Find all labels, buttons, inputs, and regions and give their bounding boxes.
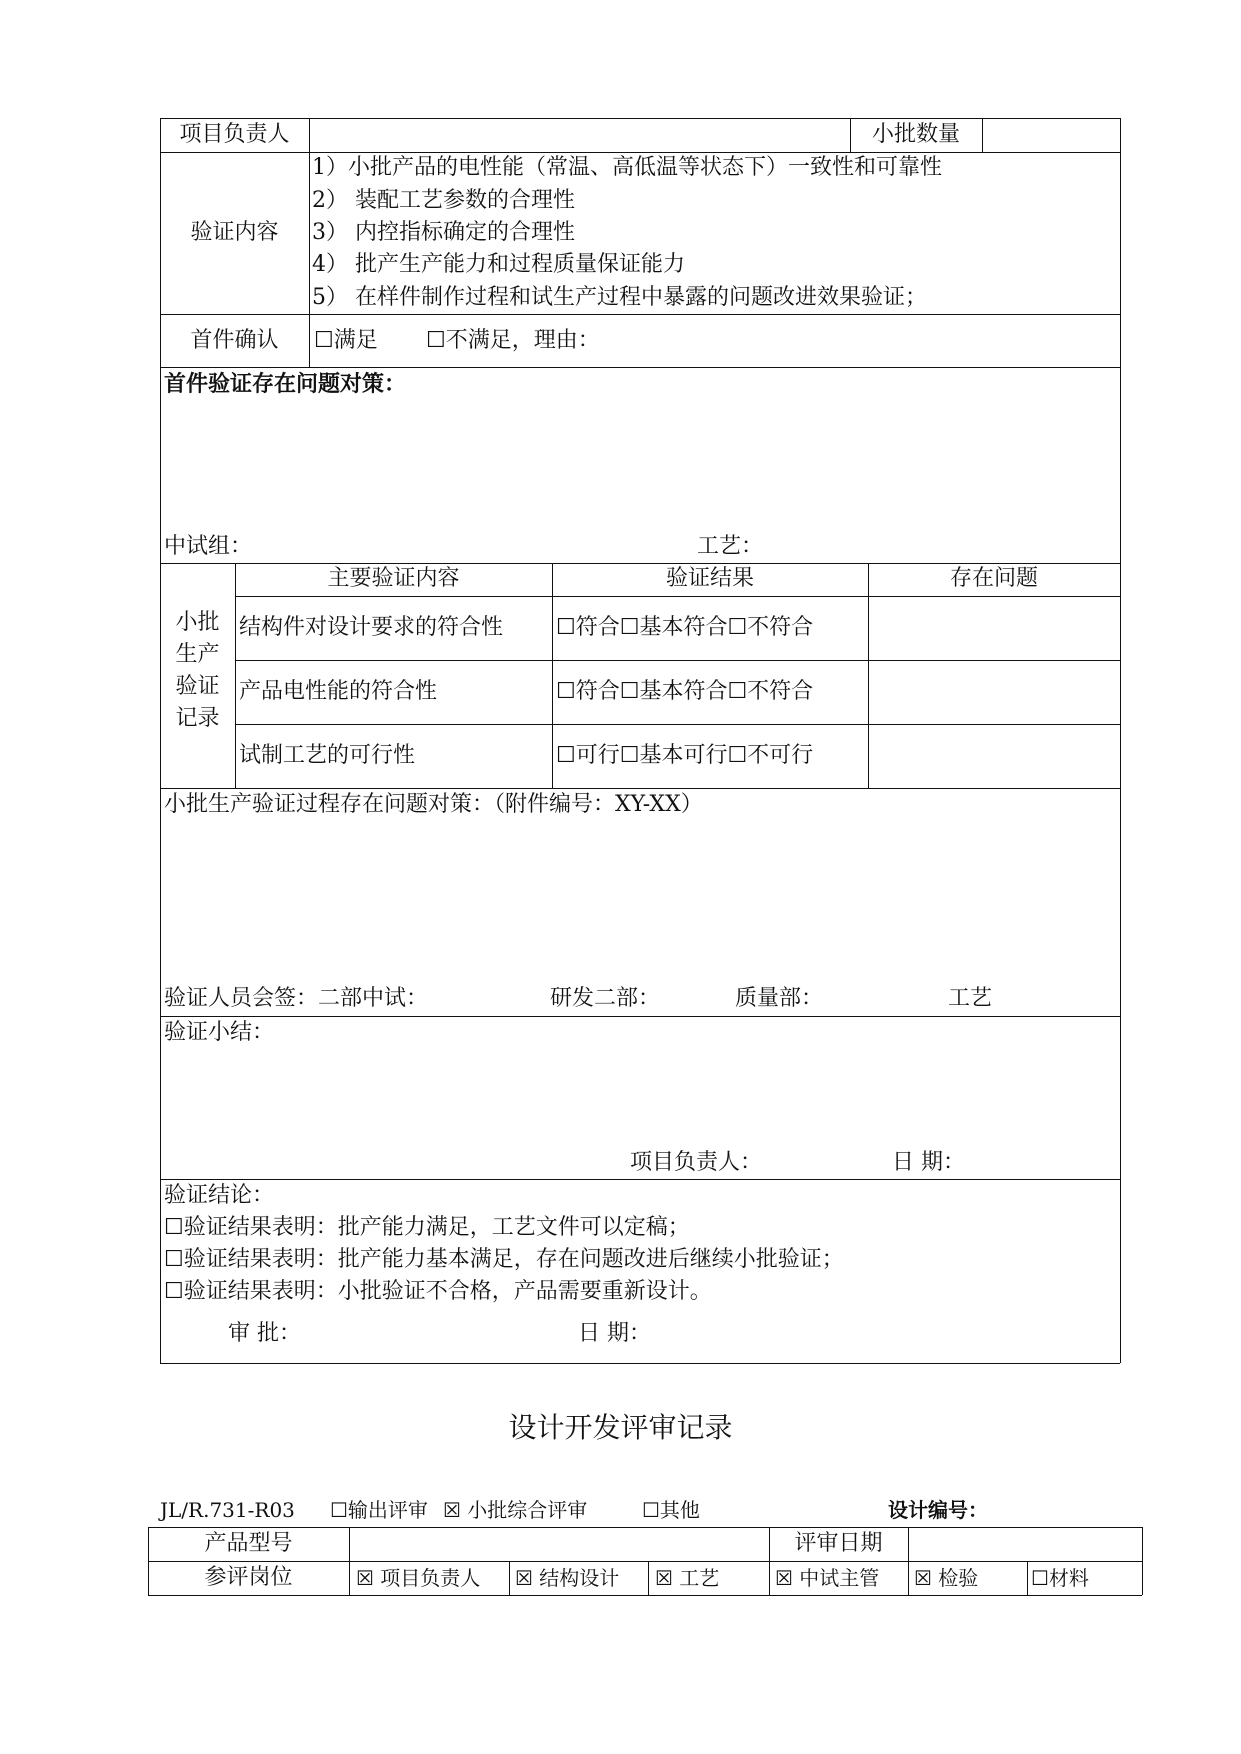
position-checkbox[interactable]: ☒ 结构设计 [515, 1566, 620, 1590]
conclusion-title: 验证结论： [164, 1183, 275, 1208]
column-header: 存在问题 [949, 566, 1038, 591]
output-review-checkbox[interactable]: ☐输出评审 [330, 1498, 428, 1522]
approve-date: 日 期： [578, 1321, 651, 1346]
batch-review-checkbox[interactable]: ☒ 小批综合评审 [443, 1498, 588, 1522]
summary-date: 日 期： [892, 1150, 965, 1175]
review-date-field[interactable] [911, 1530, 1139, 1558]
review-date-label: 评审日期 [794, 1531, 883, 1556]
position-checkbox[interactable]: ☒ 项目负责人 [356, 1566, 481, 1590]
process-sign: 工艺： [697, 534, 764, 559]
conclusion-option[interactable]: ☐验证结果表明：批产能力基本满足，存在问题改进后继续小批验证； [164, 1247, 844, 1272]
countermeasure-title: 首件验证存在问题对策： [164, 371, 407, 397]
rule [1142, 1527, 1143, 1595]
design-no-label: 设计编号： [888, 1498, 988, 1522]
summary-title: 验证小结： [164, 1020, 275, 1045]
batch-record-side-label: 验证 [175, 674, 220, 699]
rule [160, 118, 161, 1363]
rule [1027, 1561, 1028, 1595]
rule [982, 118, 983, 152]
process-signoff: 工艺 [948, 986, 993, 1011]
rule [552, 563, 553, 788]
record-result-checkboxes[interactable]: ☐符合☐基本符合☐不符合 [556, 679, 814, 704]
record-content: 结构件对设计要求的符合性 [239, 615, 504, 640]
conclusion-option[interactable]: ☐验证结果表明：小批验证不合格，产品需要重新设计。 [164, 1279, 712, 1304]
product-model-label: 产品型号 [204, 1531, 293, 1556]
verify-item: 1）小批产品的电性能（常温、高低温等状态下）一致性和可靠性 [312, 155, 942, 180]
first-piece-ok-checkbox[interactable]: ☐满足 [314, 328, 378, 353]
rule [160, 1179, 1120, 1180]
batch-countermeasure-title: 小批生产验证过程存在问题对策：（附件编号：XY-XX） [164, 792, 703, 817]
rd-signoff: 研发二部： [550, 986, 661, 1011]
rule [908, 1527, 909, 1595]
pilot-group-sign: 中试组： [164, 534, 253, 559]
rule [160, 152, 1120, 153]
rule [148, 1527, 1142, 1528]
approve-sign: 审 批： [228, 1321, 301, 1346]
other-review-checkbox[interactable]: ☐其他 [642, 1498, 700, 1522]
review-form-title: 设计开发评审记录 [508, 1411, 733, 1444]
column-header: 主要验证内容 [327, 566, 460, 591]
record-content: 试制工艺的可行性 [239, 743, 416, 768]
verify-item: 5） 在样件制作过程和试生产过程中暴露的问题改进效果验证； [312, 285, 927, 310]
batch-record-side-label: 记录 [175, 706, 220, 731]
rule [148, 1595, 1142, 1596]
rule [160, 314, 1120, 315]
rule [648, 1561, 649, 1595]
rule [160, 118, 1120, 119]
rule [349, 1527, 350, 1595]
position-checkbox[interactable]: ☒ 检验 [914, 1566, 979, 1590]
rule [160, 563, 1120, 564]
position-checkbox[interactable]: ☐材料 [1031, 1566, 1089, 1590]
column-header: 验证结果 [665, 566, 754, 591]
conclusion-option[interactable]: ☐验证结果表明：批产能力满足，工艺文件可以定稿； [164, 1215, 690, 1240]
rule [160, 1016, 1120, 1017]
summary-lead-sign: 项目负责人： [630, 1150, 763, 1175]
position-checkbox[interactable]: ☒ 中试主管 [775, 1566, 880, 1590]
rule [235, 724, 1120, 725]
verify-item: 2） 装配工艺参数的合理性 [312, 188, 575, 213]
first-piece-not-ok-checkbox[interactable]: ☐不满足，理由： [426, 328, 600, 353]
record-content: 产品电性能的符合性 [239, 679, 438, 704]
rule [1120, 118, 1121, 1363]
rule [509, 1561, 510, 1595]
first-piece-label: 首件确认 [190, 328, 279, 353]
rule [160, 788, 1120, 789]
signoff-label: 验证人员会签：二部中试： [164, 986, 429, 1011]
project-lead-field[interactable] [312, 121, 847, 149]
rule [235, 563, 236, 788]
project-lead-label: 项目负责人 [179, 122, 290, 147]
batch-qty-field[interactable] [985, 121, 1117, 149]
verify-item: 3） 内控指标确定的合理性 [312, 220, 575, 245]
rule [309, 118, 310, 367]
batch-qty-label: 小批数量 [871, 122, 960, 147]
batch-record-side-label: 生产 [175, 642, 220, 667]
rule [235, 660, 1120, 661]
rule [148, 1561, 1142, 1562]
position-checkbox[interactable]: ☒ 工艺 [655, 1566, 720, 1590]
rule [868, 563, 869, 788]
verify-content-label: 验证内容 [190, 220, 279, 245]
form-code: JL/R.731-R03 [160, 1498, 295, 1522]
record-result-checkboxes[interactable]: ☐符合☐基本符合☐不符合 [556, 615, 814, 640]
positions-label: 参评岗位 [204, 1565, 293, 1590]
batch-record-side-label: 小批 [175, 610, 220, 635]
quality-signoff: 质量部： [735, 986, 824, 1011]
rule [160, 367, 1120, 368]
rule [235, 596, 1120, 597]
record-result-checkboxes[interactable]: ☐可行☐基本可行☐不可行 [556, 743, 814, 768]
verify-item: 4） 批产生产能力和过程质量保证能力 [312, 252, 685, 277]
rule [160, 1363, 1120, 1364]
product-model-field[interactable] [352, 1530, 766, 1558]
